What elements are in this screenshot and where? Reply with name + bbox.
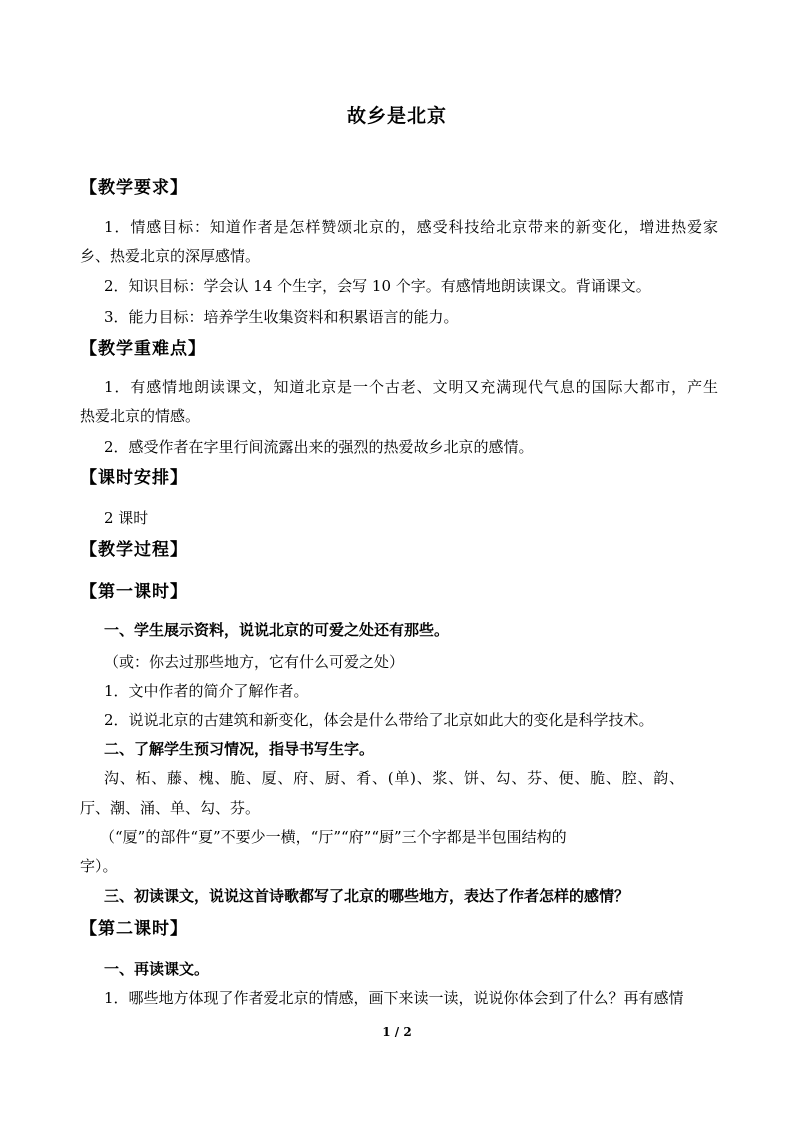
key-points-item1-line1: 1．有感情地朗读课文，知道北京是一个古老、文明又充满现代气息的国际大都市，产生 <box>104 378 718 396</box>
heading-schedule: 【课时安排】 <box>80 468 188 488</box>
heading-key-points: 【教学重难点】 <box>80 339 206 359</box>
key-points-item2: 2．感受作者在字里行间流露出来的强烈的热爱故乡北京的感情。 <box>104 438 534 456</box>
heading-lesson2: 【第二课时】 <box>80 919 188 939</box>
requirements-item1-line2: 乡、热爱北京的深厚感情。 <box>80 247 261 265</box>
requirements-item3: 3．能力目标：培养学生收集资料和积累语言的能力。 <box>104 308 459 326</box>
page-title: 故乡是北京 <box>346 105 447 127</box>
lesson1-chars-line1: 沟、柘、藤、槐、脆、厦、府、厨、肴、(单)、浆、饼、勾、芬、便、脆、腔、韵、 <box>104 769 684 787</box>
lesson1-note-line1: （“厦”的部件“夏”不要少一横，“厅”“府”“厨”三个字都是半包围结构的 <box>100 828 567 846</box>
requirements-item1-line1: 1．情感目标：知道作者是怎样赞颂北京的，感受科技给北京带来的新变化，增进热爱家 <box>104 218 718 236</box>
heading-requirements: 【教学要求】 <box>80 178 188 198</box>
lesson1-step1-item2: 2．说说北京的古建筑和新变化，体会是什么带给了北京如此大的变化是科学技术。 <box>104 711 654 729</box>
lesson1-step2: 二、了解学生预习情况，指导书写生字。 <box>104 740 375 758</box>
schedule-text: 2 课时 <box>104 509 149 527</box>
lesson2-step1-item1: 1．哪些地方体现了作者爱北京的情感，画下来读一读，说说你体会到了什么？再有感情 <box>104 989 684 1007</box>
lesson1-step1-note: （或：你去过那些地方，它有什么可爱之处） <box>104 653 405 671</box>
lesson1-step1-item1: 1．文中作者的简介了解作者。 <box>104 682 309 700</box>
lesson1-chars-line2: 厅、潮、涌、单、勾、芬。 <box>80 799 261 817</box>
page-number: 1 / 2 <box>382 1025 412 1039</box>
heading-lesson1: 【第一课时】 <box>80 582 188 602</box>
heading-process: 【教学过程】 <box>80 540 188 560</box>
lesson1-note-line2: 字）。 <box>80 857 118 875</box>
requirements-item2: 2．知识目标：学会认 14 个生字，会写 10 个字。有感情地朗读课文。背诵课文。 <box>104 277 651 295</box>
key-points-item1-line2: 热爱北京的情感。 <box>80 407 201 425</box>
lesson2-step1: 一、再读课文。 <box>104 960 210 978</box>
lesson1-step1: 一、学生展示资料，说说北京的可爱之处还有那些。 <box>104 621 450 639</box>
lesson1-step3: 三、初读课文，说说这首诗歌都写了北京的哪些地方，表达了作者怎样的感情？ <box>104 887 630 905</box>
